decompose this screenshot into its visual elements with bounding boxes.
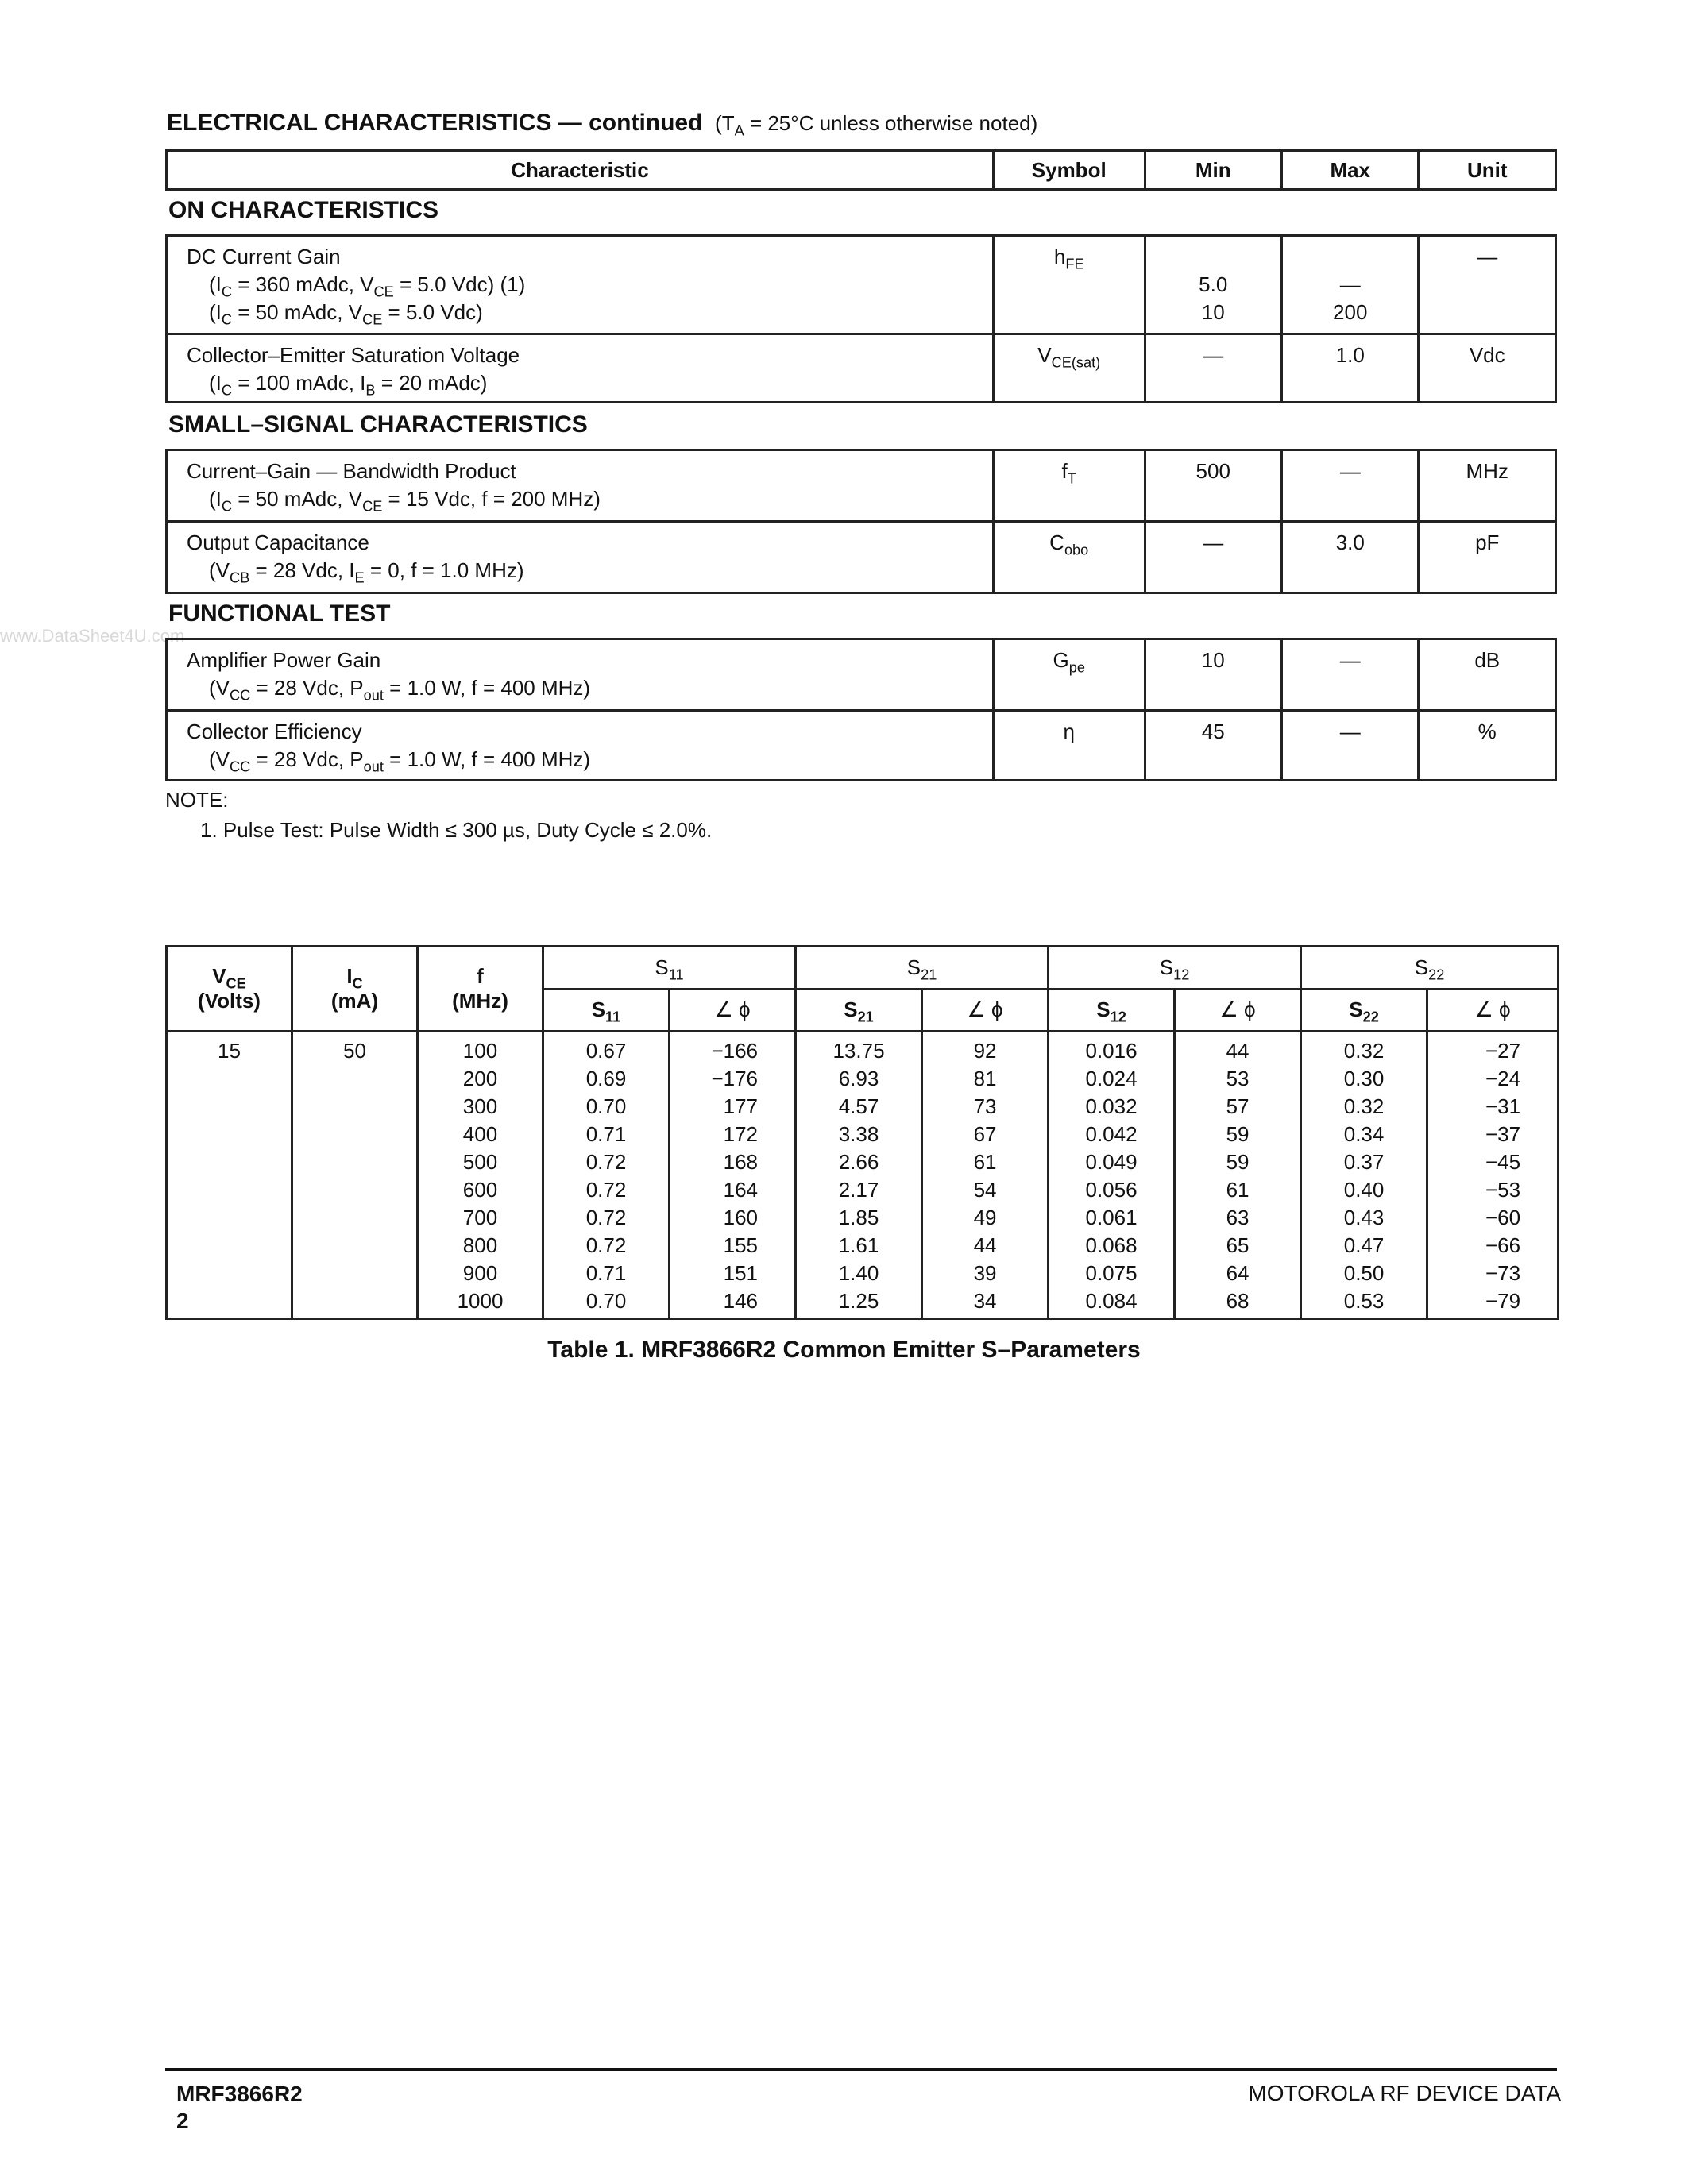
char-label: Current–Gain — Bandwidth Product bbox=[187, 459, 516, 483]
table-cell: 0.72 bbox=[585, 1178, 627, 1202]
table-cell: −24 bbox=[1485, 1067, 1521, 1090]
table-cell: 53 bbox=[1226, 1067, 1250, 1090]
table-cell: 146 bbox=[723, 1289, 759, 1313]
table-cell: −27 bbox=[1485, 1039, 1521, 1063]
col-min: Min bbox=[1145, 151, 1281, 190]
table-cell: 63 bbox=[1226, 1206, 1250, 1229]
table-cell: 92 bbox=[973, 1039, 997, 1063]
min-cell: 5.0 10 bbox=[1145, 236, 1281, 334]
table-cell: 800 bbox=[462, 1233, 498, 1257]
table-cell: 0.032 bbox=[1085, 1094, 1138, 1118]
section-functional-test: FUNCTIONAL TEST bbox=[168, 600, 391, 627]
table-cell: 0.67 bbox=[585, 1039, 627, 1063]
symbol-cell: $V_{CE(sat)}$ bbox=[993, 334, 1145, 403]
col-s22-angle: ∠ ϕ bbox=[1427, 989, 1559, 1032]
table-cell: 172 bbox=[723, 1122, 759, 1146]
table-cell: 0.72 bbox=[585, 1150, 627, 1174]
table-cell: −79 bbox=[1485, 1289, 1521, 1313]
table-cell: 67 bbox=[973, 1122, 997, 1146]
section-on-characteristics: ON CHARACTERISTICS bbox=[168, 197, 439, 223]
vce-value: 15 bbox=[167, 1032, 292, 1319]
table-cell: 61 bbox=[1226, 1178, 1250, 1202]
table-cell: 0.084 bbox=[1085, 1289, 1138, 1313]
max-cell: — bbox=[1281, 450, 1418, 522]
watermark-left: www.DataSheet4U.com bbox=[0, 626, 185, 646]
table-cell: 168 bbox=[723, 1150, 759, 1174]
table-cell: 0.32 bbox=[1343, 1094, 1385, 1118]
table-cell: 0.50 bbox=[1343, 1261, 1385, 1285]
table-cell: 0.30 bbox=[1343, 1067, 1385, 1090]
table-cell: 3.38 bbox=[838, 1122, 879, 1146]
col-symbol: Symbol bbox=[993, 151, 1145, 190]
note-title: NOTE: bbox=[165, 788, 229, 812]
table-cell: 700 bbox=[462, 1206, 498, 1229]
col-s21-mag: $S_{21}$ bbox=[796, 989, 922, 1032]
table-row bbox=[167, 711, 1556, 781]
table-cell: 49 bbox=[973, 1206, 997, 1229]
symbol-cell: η bbox=[993, 711, 1145, 781]
footer-left bbox=[176, 2081, 303, 2135]
char-condition: ($I_C = 50$ mAdc, $V_{CE} = 15$ Vdc, f = 200 MHz) bbox=[209, 487, 601, 515]
s22-mag-column bbox=[1301, 1032, 1427, 1319]
table-cell: 0.32 bbox=[1343, 1039, 1385, 1063]
table-row bbox=[167, 639, 1556, 711]
table-cell: 0.70 bbox=[585, 1094, 627, 1118]
col-s12-mag: $S_{12}$ bbox=[1049, 989, 1175, 1032]
s11-angle-column bbox=[670, 1032, 796, 1319]
section-heading bbox=[167, 110, 1037, 137]
table-cell: 54 bbox=[973, 1178, 997, 1202]
footer-rule bbox=[165, 2068, 1557, 2071]
group-s22: $S_{22}$ bbox=[1301, 947, 1559, 990]
table-cell: 0.056 bbox=[1085, 1178, 1138, 1202]
unit-cell: % bbox=[1419, 711, 1556, 781]
heading-title: ELECTRICAL CHARACTERISTICS — continued bbox=[167, 110, 703, 136]
table-cell: −176 bbox=[711, 1067, 759, 1090]
table-cell: 2.17 bbox=[838, 1178, 879, 1202]
table-row bbox=[167, 450, 1556, 522]
table-cell: 160 bbox=[723, 1206, 759, 1229]
table-cell: 0.70 bbox=[585, 1289, 627, 1313]
table-cell: 0.53 bbox=[1343, 1289, 1385, 1313]
table-cell: 0.049 bbox=[1085, 1150, 1138, 1174]
table-cell: 68 bbox=[1226, 1289, 1250, 1313]
table-cell: 34 bbox=[973, 1289, 997, 1313]
col-s11-angle: ∠ ϕ bbox=[670, 989, 796, 1032]
table-row bbox=[167, 1032, 1559, 1319]
table-cell: 0.024 bbox=[1085, 1067, 1138, 1090]
freq-column bbox=[418, 1032, 543, 1319]
footer-part: MRF3866R2 bbox=[176, 2082, 303, 2106]
char-condition: ($I_C = 100$ mAdc, $I_B = 20$ mAdc) bbox=[209, 371, 488, 399]
char-condition: ($V_{CB} = 28$ Vdc, $I_E = 0$, f = 1.0 MHz) bbox=[209, 558, 524, 586]
s22-angle-column bbox=[1427, 1032, 1559, 1319]
on-characteristics-table bbox=[165, 234, 1557, 403]
table-cell: 0.47 bbox=[1343, 1233, 1385, 1257]
table-cell: 1.40 bbox=[838, 1261, 879, 1285]
col-s12-angle: ∠ ϕ bbox=[1175, 989, 1301, 1032]
table-cell: −31 bbox=[1485, 1094, 1521, 1118]
table-cell: 0.72 bbox=[585, 1206, 627, 1229]
table-cell: 300 bbox=[462, 1094, 498, 1118]
symbol-cell: $G_{pe}$ bbox=[993, 639, 1145, 711]
symbol-cell: $h_{FE}$ bbox=[993, 236, 1145, 334]
table-cell: 81 bbox=[973, 1067, 997, 1090]
table-cell: 44 bbox=[973, 1233, 997, 1257]
char-condition: ($I_C = 360$ mAdc, $V_{CE} = 5.0$ Vdc) (1) bbox=[209, 272, 526, 300]
table-cell: 0.71 bbox=[585, 1261, 627, 1285]
table-cell: 1000 bbox=[457, 1289, 504, 1313]
s-parameter-table bbox=[165, 945, 1559, 1320]
col-s21-angle: ∠ ϕ bbox=[922, 989, 1049, 1032]
max-cell: — 200 bbox=[1281, 236, 1418, 334]
heading-condition: ($T_A = 25^\circ C$ unless otherwise noted) bbox=[715, 111, 1038, 139]
table-cell: −37 bbox=[1485, 1122, 1521, 1146]
table-cell: −45 bbox=[1485, 1150, 1521, 1174]
min-cell: 10 bbox=[1145, 639, 1281, 711]
unit-cell: pF bbox=[1419, 522, 1556, 593]
table-cell: 44 bbox=[1226, 1039, 1250, 1063]
char-label: Collector Efficiency bbox=[187, 720, 362, 743]
table-cell: 73 bbox=[973, 1094, 997, 1118]
functional-test-table bbox=[165, 638, 1557, 781]
table-cell: 6.93 bbox=[838, 1067, 879, 1090]
table-row bbox=[167, 334, 1556, 403]
group-s21: $S_{21}$ bbox=[796, 947, 1049, 990]
table-cell: 200 bbox=[462, 1067, 498, 1090]
table-cell: 57 bbox=[1226, 1094, 1250, 1118]
table-cell: 0.71 bbox=[585, 1122, 627, 1146]
s12-mag-column bbox=[1049, 1032, 1175, 1319]
table-cell: 59 bbox=[1226, 1122, 1250, 1146]
max-cell: 3.0 bbox=[1281, 522, 1418, 593]
col-vce: $V_{CE}$ (Volts) bbox=[167, 947, 292, 1032]
unit-cell: MHz bbox=[1419, 450, 1556, 522]
s21-mag-column bbox=[796, 1032, 922, 1319]
table-cell: −166 bbox=[711, 1039, 759, 1063]
table-cell: 1.85 bbox=[838, 1206, 879, 1229]
table-cell: 900 bbox=[462, 1261, 498, 1285]
table-cell: 151 bbox=[723, 1261, 759, 1285]
footer-brand: MOTOROLA RF DEVICE DATA bbox=[1248, 2081, 1561, 2105]
table-cell: 1.61 bbox=[838, 1233, 879, 1257]
s21-angle-column bbox=[922, 1032, 1049, 1319]
table-cell: 0.34 bbox=[1343, 1122, 1385, 1146]
col-s11-mag: $S_{11}$ bbox=[543, 989, 670, 1032]
table-cell: 0.075 bbox=[1085, 1261, 1138, 1285]
table-cell: 39 bbox=[973, 1261, 997, 1285]
table-cell: 61 bbox=[973, 1150, 997, 1174]
max-cell: 1.0 bbox=[1281, 334, 1418, 403]
char-label: DC Current Gain bbox=[187, 245, 341, 268]
footer-page: 2 bbox=[176, 2109, 189, 2133]
table-cell: 0.43 bbox=[1343, 1206, 1385, 1229]
col-characteristic: Characteristic bbox=[167, 151, 994, 190]
small-signal-table bbox=[165, 449, 1557, 594]
table-cell: 0.40 bbox=[1343, 1178, 1385, 1202]
col-f: f (MHz) bbox=[418, 947, 543, 1032]
table-cell: 155 bbox=[723, 1233, 759, 1257]
table-row bbox=[167, 236, 1556, 334]
col-max: Max bbox=[1281, 151, 1418, 190]
max-cell: — bbox=[1281, 711, 1418, 781]
table-cell: −73 bbox=[1485, 1261, 1521, 1285]
table-cell: 0.068 bbox=[1085, 1233, 1138, 1257]
table-cell: 64 bbox=[1226, 1261, 1250, 1285]
ic-value: 50 bbox=[292, 1032, 418, 1319]
note-block bbox=[165, 785, 712, 845]
col-s22-mag: $S_{22}$ bbox=[1301, 989, 1427, 1032]
unit-cell: Vdc bbox=[1419, 334, 1556, 403]
table-cell: 164 bbox=[723, 1178, 759, 1202]
min-cell: 500 bbox=[1145, 450, 1281, 522]
table-cell: 500 bbox=[462, 1150, 498, 1174]
table-cell: −53 bbox=[1485, 1178, 1521, 1202]
table-row bbox=[167, 522, 1556, 593]
char-condition: ($V_{CC} = 28$ Vdc, $P_{out} = 1.0$ W, f = 400 MHz) bbox=[209, 676, 591, 704]
table-caption: Table 1. MRF3866R2 Common Emitter S–Parameters bbox=[547, 1337, 1141, 1363]
table-cell: −66 bbox=[1485, 1233, 1521, 1257]
symbol-cell: $f_T$ bbox=[993, 450, 1145, 522]
table-cell: 1.25 bbox=[838, 1289, 879, 1313]
char-label: Amplifier Power Gain bbox=[187, 648, 381, 672]
char-label: Output Capacitance bbox=[187, 531, 369, 554]
table-cell: 2.66 bbox=[838, 1150, 879, 1174]
min-cell: 45 bbox=[1145, 711, 1281, 781]
min-cell: — bbox=[1145, 522, 1281, 593]
table-cell: 0.69 bbox=[585, 1067, 627, 1090]
table-cell: −60 bbox=[1485, 1206, 1521, 1229]
table-cell: 600 bbox=[462, 1178, 498, 1202]
table-cell: 0.72 bbox=[585, 1233, 627, 1257]
table-cell: 65 bbox=[1226, 1233, 1250, 1257]
s11-mag-column bbox=[543, 1032, 670, 1319]
min-cell: — bbox=[1145, 334, 1281, 403]
table-cell: 100 bbox=[462, 1039, 498, 1063]
note-text: 1. Pulse Test: Pulse Width ≤ 300 µs, Duty Cycle ≤ 2.0%. bbox=[200, 818, 713, 842]
col-ic: $I_C$ (mA) bbox=[292, 947, 418, 1032]
table-cell: 400 bbox=[462, 1122, 498, 1146]
table-cell: 0.042 bbox=[1085, 1122, 1138, 1146]
table-cell: 59 bbox=[1226, 1150, 1250, 1174]
symbol-cell: $C_{obo}$ bbox=[993, 522, 1145, 593]
char-condition: ($V_{CC} = 28$ Vdc, $P_{out} = 1.0$ W, f = 400 MHz) bbox=[209, 747, 591, 775]
table-cell: 4.57 bbox=[838, 1094, 879, 1118]
char-label: Collector–Emitter Saturation Voltage bbox=[187, 343, 520, 367]
unit-cell: — bbox=[1419, 236, 1556, 334]
s12-angle-column bbox=[1175, 1032, 1301, 1319]
table-cell: 0.061 bbox=[1085, 1206, 1138, 1229]
max-cell: — bbox=[1281, 639, 1418, 711]
col-unit: Unit bbox=[1419, 151, 1556, 190]
table-cell: 13.75 bbox=[832, 1039, 885, 1063]
ec-header-table bbox=[165, 149, 1557, 191]
group-s11: $S_{11}$ bbox=[543, 947, 796, 990]
table-cell: 177 bbox=[723, 1094, 759, 1118]
table-cell: 0.37 bbox=[1343, 1150, 1385, 1174]
section-small-signal: SMALL–SIGNAL CHARACTERISTICS bbox=[168, 411, 588, 438]
char-condition: ($I_C = 50$ mAdc, $V_{CE} = 5.0$ Vdc) bbox=[209, 300, 483, 328]
group-s12: $S_{12}$ bbox=[1049, 947, 1301, 990]
table-cell: 0.016 bbox=[1085, 1039, 1138, 1063]
unit-cell: dB bbox=[1419, 639, 1556, 711]
